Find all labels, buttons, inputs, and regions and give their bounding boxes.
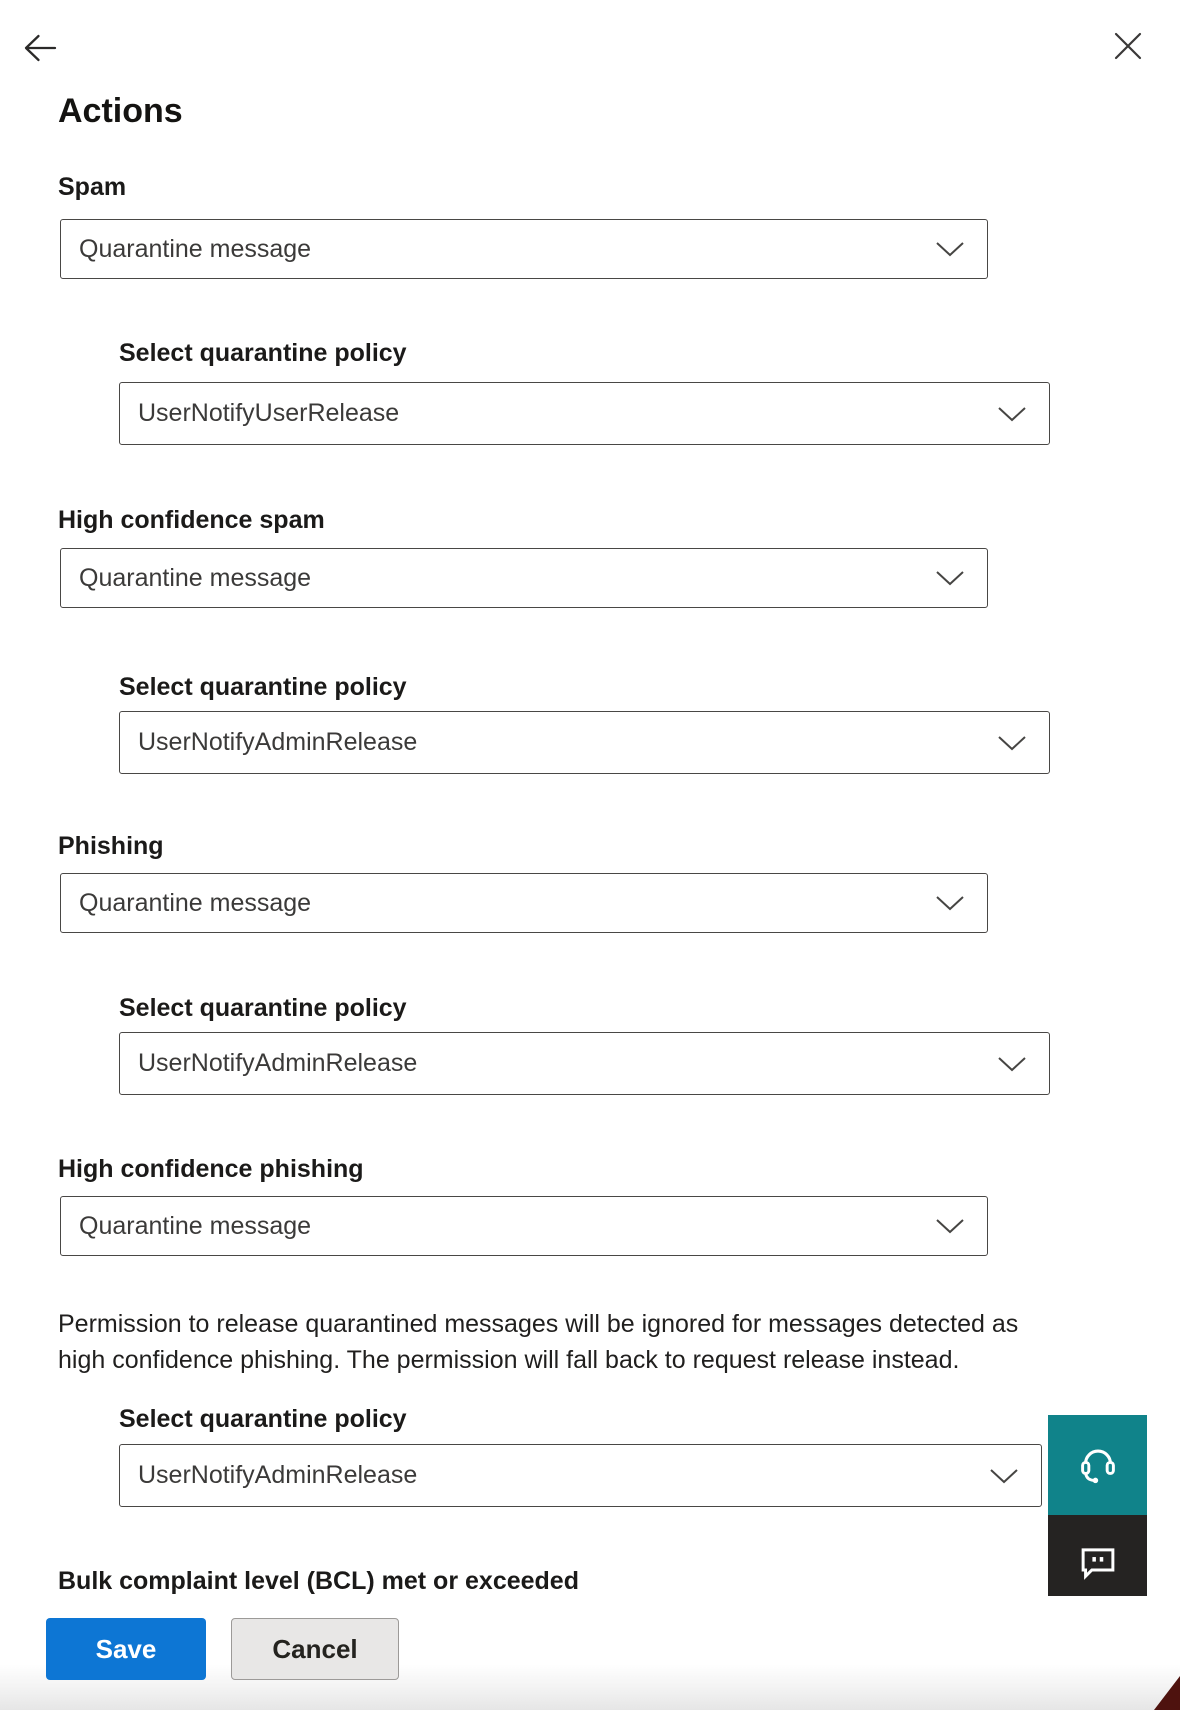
high-confidence-phishing-quarantine-policy-value: UserNotifyAdminRelease: [138, 1461, 418, 1489]
chevron-down-icon: [935, 1218, 965, 1234]
high-confidence-phishing-action-value: Quarantine message: [79, 1211, 312, 1240]
high-confidence-phishing-label: High confidence phishing: [58, 1155, 364, 1183]
phishing-quarantine-policy-value: UserNotifyAdminRelease: [138, 1049, 418, 1077]
phishing-action-dropdown[interactable]: [60, 873, 988, 933]
note-line: Permission to release quarantined messages will be ignored for messages detected as: [58, 1310, 1019, 1338]
back-arrow-icon: [23, 33, 57, 63]
phishing-quarantine-policy-dropdown[interactable]: [119, 1032, 1050, 1095]
cancel-button[interactable]: Cancel: [231, 1618, 399, 1680]
high-confidence-spam-action-value: Quarantine message: [79, 563, 312, 592]
high-confidence-spam-quarantine-policy-dropdown[interactable]: [119, 711, 1050, 774]
footer: [0, 1596, 1180, 1710]
high-confidence-phishing-quarantine-policy-label: Select quarantine policy: [119, 1405, 407, 1433]
spam-action-dropdown[interactable]: [60, 219, 988, 279]
page-title: Actions: [58, 92, 183, 130]
chevron-down-icon: [935, 241, 965, 257]
bulk-complaint-level-label: Bulk complaint level (BCL) met or exceeded: [58, 1567, 579, 1595]
save-button[interactable]: Save: [46, 1618, 206, 1680]
high-confidence-phishing-action-dropdown[interactable]: [60, 1196, 988, 1256]
back-button[interactable]: [16, 24, 64, 72]
high-confidence-spam-quarantine-policy-label: Select quarantine policy: [119, 673, 407, 701]
close-button[interactable]: [1104, 22, 1152, 70]
phishing-action-value: Quarantine message: [79, 888, 312, 917]
chevron-down-icon: [989, 1468, 1019, 1484]
spam-quarantine-policy-value: UserNotifyUserRelease: [138, 399, 400, 427]
spam-quarantine-policy-dropdown[interactable]: [119, 382, 1050, 445]
note-line: high confidence phishing. The permission will fall back to request release instead.: [58, 1346, 960, 1374]
phishing-label: Phishing: [58, 832, 164, 860]
chat-bubble-icon: [1077, 1542, 1119, 1584]
phishing-quarantine-policy-label: Select quarantine policy: [119, 994, 407, 1022]
high-confidence-spam-label: High confidence spam: [58, 506, 325, 534]
high-confidence-spam-quarantine-policy-value: UserNotifyAdminRelease: [138, 728, 418, 756]
high-confidence-phishing-quarantine-policy-dropdown[interactable]: [119, 1444, 1042, 1507]
help-button[interactable]: [1048, 1415, 1147, 1515]
chevron-down-icon: [997, 406, 1027, 422]
chevron-down-icon: [935, 895, 965, 911]
high-confidence-spam-action-dropdown[interactable]: [60, 548, 988, 608]
chevron-down-icon: [935, 570, 965, 586]
spam-action-value: Quarantine message: [79, 234, 312, 263]
headset-icon: [1076, 1443, 1120, 1487]
chevron-down-icon: [997, 735, 1027, 751]
spam-quarantine-policy-label: Select quarantine policy: [119, 339, 407, 367]
spam-label: Spam: [58, 173, 127, 201]
high-confidence-phishing-note: [58, 1306, 1068, 1378]
close-icon: [1114, 32, 1142, 60]
chevron-down-icon: [997, 1056, 1027, 1072]
